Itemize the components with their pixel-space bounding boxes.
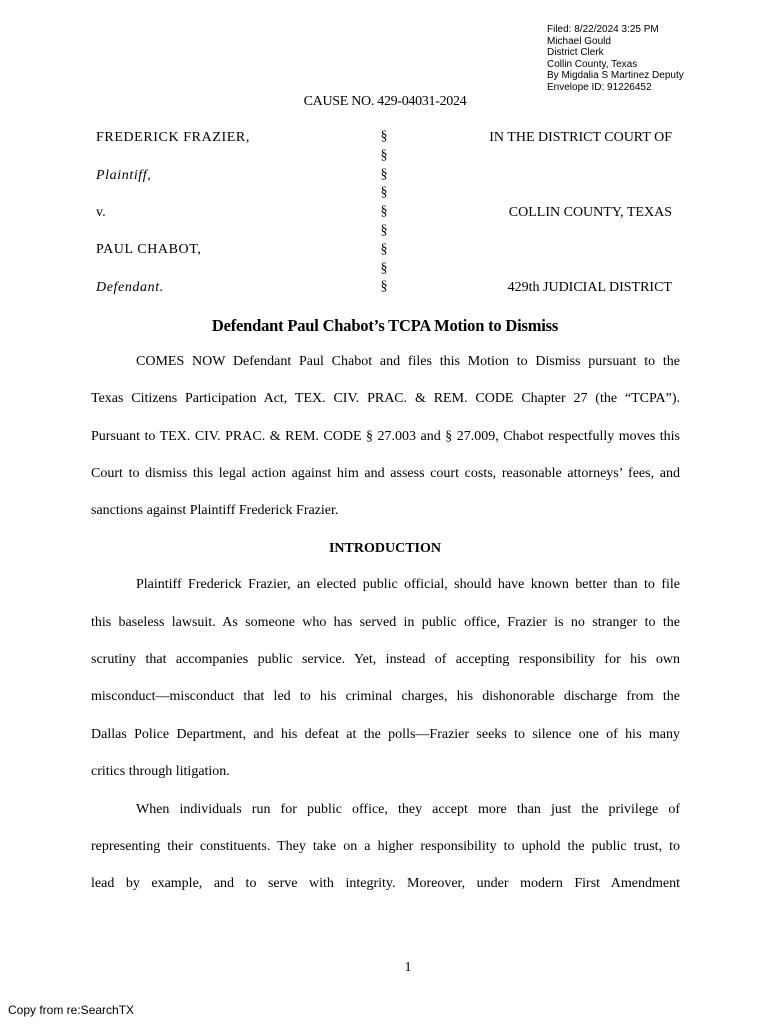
stamp-clerk-name: Michael Gould — [547, 35, 611, 47]
section-symbol: § — [380, 279, 388, 295]
defendant-role: Defendant. — [96, 280, 164, 295]
paragraph-line: Court to dismiss this legal action against him and assess court costs, reasonable attorneys’ fees, and — [91, 466, 680, 481]
plaintiff-role: Plaintiff, — [96, 168, 152, 183]
paragraph-line: misconduct—misconduct that led to his criminal charges, his dishonorable discharge from the — [91, 689, 680, 704]
paragraph-line: Pursuant to TEX. CIV. PRAC. & REM. CODE § 27.003 and § 27.009, Chabot respectfully moves this — [91, 429, 680, 444]
cause-number: CAUSE NO. 429-04031-2024 — [303, 94, 467, 109]
paragraph-line: this baseless lawsuit. As someone who has served in public office, Frazier is no stranger to the — [91, 615, 680, 630]
section-symbol: § — [380, 129, 388, 144]
section-symbol-column — [376, 128, 392, 297]
section-symbol: § — [380, 260, 388, 276]
section-symbol: § — [380, 147, 388, 163]
paragraph-line: Dallas Police Department, and his defeat at the polls—Frazier seeks to silence one of his many — [91, 727, 680, 742]
court-line-2: COLLIN COUNTY, TEXAS — [508, 205, 672, 220]
paragraph-line: Plaintiff Frederick Frazier, an elected public official, should have known better than to file — [136, 577, 680, 592]
paragraph-line: critics through litigation. — [91, 764, 230, 779]
page-number: 1 — [404, 960, 412, 975]
section-symbol: § — [380, 222, 388, 238]
plaintiff-name: FREDERICK FRAZIER, — [96, 130, 250, 145]
stamp-envelope-id: Envelope ID: 91226452 — [547, 81, 652, 93]
filing-stamp — [547, 24, 684, 94]
versus: v. — [96, 205, 106, 220]
court-line-3: 429th JUDICIAL DISTRICT — [507, 280, 672, 295]
section-symbol: § — [380, 241, 388, 257]
stamp-clerk-title: District Clerk — [547, 47, 604, 59]
paragraph-line: When individuals run for public office, they accept more than just the privilege of — [136, 802, 680, 817]
paragraph-line: representing their constituents. They take on a higher responsibility to uphold the public trust, to — [91, 839, 680, 854]
section-symbol: § — [380, 166, 388, 182]
stamp-deputy: By Migdalia S Martinez Deputy — [547, 70, 684, 82]
court-line-1: IN THE DISTRICT COURT OF — [489, 130, 672, 145]
motion-title: Defendant Paul Chabot’s TCPA Motion to Dismiss — [211, 316, 559, 335]
introduction-heading: INTRODUCTION — [328, 541, 441, 556]
paragraph-line: Texas Citizens Participation Act, TEX. CIV. PRAC. & REM. CODE Chapter 27 (the “TCPA”). — [91, 391, 680, 406]
paragraph-line: lead by example, and to serve with integrity. Moreover, under modern First Amendment — [91, 876, 680, 891]
stamp-filed-line: Filed: 8/22/2024 3:25 PM — [547, 24, 659, 35]
section-symbol: § — [380, 185, 388, 201]
paragraph-line: scrutiny that accompanies public service. Yet, instead of accepting responsibility for his own — [91, 652, 680, 667]
paragraph-line: sanctions against Plaintiff Frederick Frazier. — [91, 503, 339, 518]
section-symbol: § — [380, 204, 388, 220]
paragraph-line: COMES NOW Defendant Paul Chabot and files this Motion to Dismiss pursuant to the — [136, 354, 680, 369]
defendant-name: PAUL CHABOT, — [96, 242, 202, 257]
footer-source: Copy from re:SearchTX — [8, 1003, 135, 1017]
stamp-county: Collin County, Texas — [547, 58, 638, 70]
